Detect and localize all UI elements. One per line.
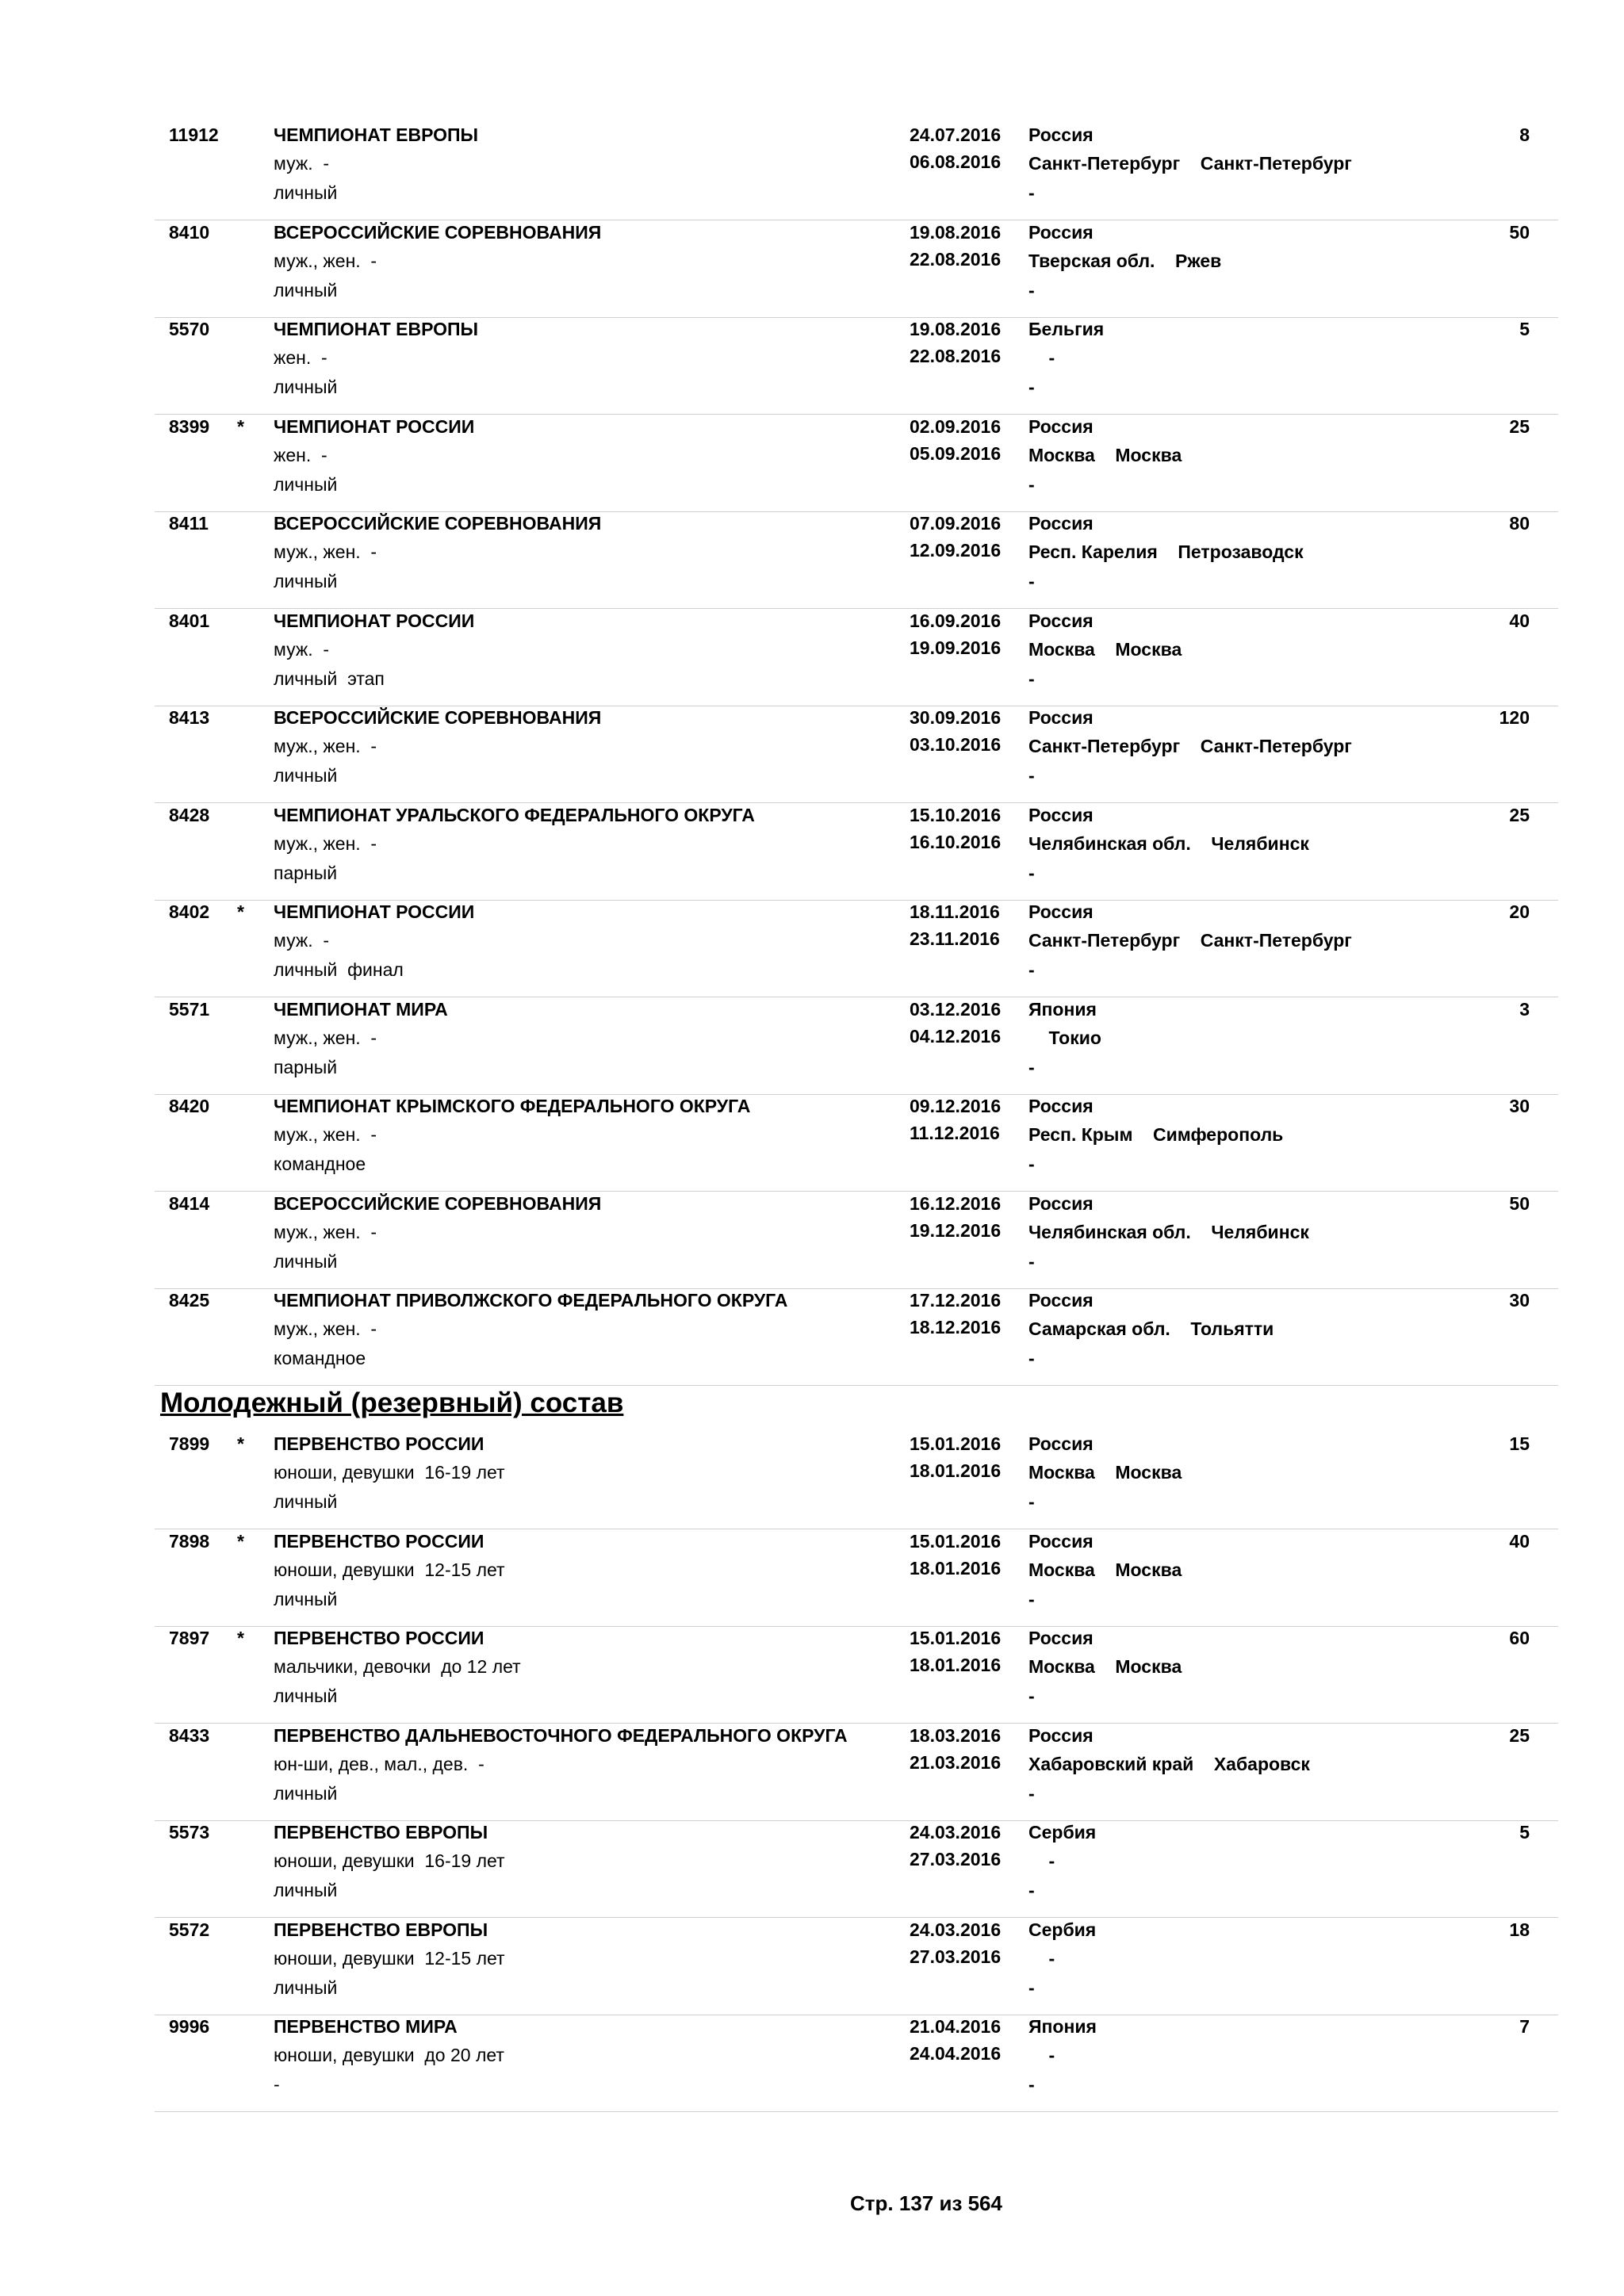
end-date: 18.01.2016: [910, 1557, 1002, 1578]
competition-record: [155, 512, 1558, 609]
record-id: 8402: [169, 901, 210, 922]
start-date: 09.12.2016: [910, 1096, 1002, 1116]
end-date: 05.09.2016: [910, 442, 1002, 464]
record-id: 5571: [169, 998, 210, 1020]
venue: -: [1028, 668, 1035, 689]
competition-name: ЧЕМПИОНАТ РОССИИ: [274, 610, 475, 631]
start-date: 15.01.2016: [910, 1628, 1002, 1648]
venue: -: [1028, 279, 1035, 300]
competition-format: личный: [274, 1976, 338, 1998]
location: Челябинская обл. Челябинск: [1028, 1221, 1309, 1242]
competition-record: [155, 2015, 1558, 2112]
participant-count: 5: [1519, 319, 1530, 339]
country: Сербия: [1028, 1822, 1097, 1843]
competition-format: личный: [274, 1491, 338, 1512]
location: Москва Москва: [1028, 1656, 1182, 1677]
country: Россия: [1028, 1530, 1094, 1552]
participants: муж. -: [274, 930, 330, 951]
start-date: 19.08.2016: [910, 319, 1002, 339]
competition-name: ЧЕМПИОНАТ МИРА: [274, 998, 448, 1020]
end-date: 19.09.2016: [910, 637, 1002, 658]
venue: -: [1028, 1976, 1035, 1998]
participant-count: 18: [1509, 1919, 1530, 1940]
venue: -: [1028, 182, 1035, 203]
competition-record: [155, 124, 1558, 220]
competition-record: [155, 1821, 1558, 1918]
start-date: 30.09.2016: [910, 707, 1002, 728]
end-date: 23.11.2016: [910, 928, 1000, 949]
row-divider: [155, 2111, 1558, 2112]
start-date: 16.12.2016: [910, 1192, 1002, 1214]
competition-record: [155, 318, 1558, 415]
location: -: [1028, 2045, 1055, 2065]
country: Россия: [1028, 901, 1094, 922]
location: Токио: [1028, 1027, 1101, 1048]
competition-name: ЧЕМПИОНАТ РОССИИ: [274, 901, 475, 922]
start-date: 21.04.2016: [910, 2016, 1002, 2037]
participants: юноши, девушки 12-15 лет: [274, 1947, 505, 1969]
record-id: 8411: [169, 513, 209, 534]
participants: юноши, девушки 16-19 лет: [274, 1462, 505, 1483]
participant-count: 25: [1509, 804, 1530, 825]
participants: юноши, девушки 16-19 лет: [274, 1850, 505, 1871]
participant-count: 30: [1509, 1290, 1530, 1311]
location: Москва Москва: [1028, 1462, 1182, 1483]
end-date: 24.04.2016: [910, 2043, 1002, 2064]
country: Россия: [1028, 707, 1094, 728]
competition-name: ПЕРВЕНСТВО ЕВРОПЫ: [274, 1822, 488, 1843]
competition-name: ЧЕМПИОНАТ ПРИВОЛЖСКОГО ФЕДЕРАЛЬНОГО ОКРУГА: [274, 1290, 788, 1311]
competition-format: личный: [274, 473, 338, 495]
country: Россия: [1028, 221, 1094, 243]
participant-count: 30: [1509, 1096, 1530, 1116]
competition-format: личный: [274, 182, 338, 203]
record-id: 8401: [169, 610, 210, 631]
country: Россия: [1028, 1192, 1094, 1214]
location: Санкт-Петербург Санкт-Петербург: [1028, 930, 1352, 951]
participants: муж. -: [274, 638, 330, 660]
participant-count: 120: [1499, 707, 1530, 728]
participant-count: 60: [1509, 1628, 1530, 1648]
competition-record: [155, 706, 1558, 803]
venue: -: [1028, 377, 1035, 397]
participant-count: 15: [1509, 1433, 1530, 1454]
competition-record: [155, 1433, 1558, 1529]
competition-name: ПЕРВЕНСТВО ЕВРОПЫ: [274, 1919, 488, 1940]
location: Самарская обл. Тольятти: [1028, 1318, 1274, 1339]
competition-format: личный: [274, 279, 338, 300]
record-id: 8420: [169, 1096, 210, 1116]
record-id: 8425: [169, 1290, 210, 1311]
venue: -: [1028, 2074, 1035, 2095]
competition-name: ЧЕМПИОНАТ ЕВРОПЫ: [274, 319, 479, 339]
competition-record: [155, 1627, 1558, 1724]
location: -: [1028, 1850, 1055, 1871]
participants: юноши, девушки 12-15 лет: [274, 1559, 505, 1580]
end-date: 18.12.2016: [910, 1317, 1002, 1337]
record-id: 8414: [169, 1192, 210, 1214]
venue: -: [1028, 1348, 1035, 1368]
competition-name: ПЕРВЕНСТВО РОССИИ: [274, 1530, 485, 1552]
participant-count: 40: [1509, 1530, 1530, 1552]
start-date: 15.01.2016: [910, 1530, 1002, 1552]
location: -: [1028, 347, 1055, 368]
priority-marker: *: [237, 1433, 244, 1454]
participant-count: 40: [1509, 610, 1530, 631]
competition-format: личный: [274, 1686, 338, 1706]
competition-format: командное: [274, 1348, 366, 1368]
record-id: 7899: [169, 1433, 210, 1454]
country: Сербия: [1028, 1919, 1097, 1940]
country: Россия: [1028, 1724, 1094, 1746]
start-date: 18.11.2016: [910, 901, 1000, 922]
competition-format: личный: [274, 765, 338, 786]
competition-name: ПЕРВЕНСТВО ДАЛЬНЕВОСТОЧНОГО ФЕДЕРАЛЬНОГО ОКРУГА: [274, 1724, 848, 1746]
end-date: 16.10.2016: [910, 831, 1002, 852]
venue: -: [1028, 1056, 1035, 1077]
location: Респ. Крым Симферополь: [1028, 1124, 1284, 1145]
competition-name: ПЕРВЕНСТВО РОССИИ: [274, 1628, 485, 1648]
country: Россия: [1028, 124, 1094, 145]
end-date: 06.08.2016: [910, 151, 1002, 172]
participants: юн-ши, дев., мал., дев. -: [274, 1753, 485, 1774]
country: Япония: [1028, 998, 1097, 1020]
participant-count: 25: [1509, 1724, 1530, 1746]
competition-name: ЧЕМПИОНАТ ЕВРОПЫ: [274, 124, 479, 145]
competition-record: [155, 1289, 1558, 1386]
participants: муж., жен. -: [274, 250, 377, 271]
participant-count: 20: [1509, 901, 1530, 922]
start-date: 03.12.2016: [910, 998, 1002, 1020]
end-date: 04.12.2016: [910, 1025, 1002, 1047]
venue: -: [1028, 1491, 1035, 1512]
record-id: 5570: [169, 319, 210, 339]
end-date: 03.10.2016: [910, 734, 1002, 755]
participants: жен. -: [274, 444, 327, 465]
participant-count: 80: [1509, 513, 1530, 534]
record-id: 5572: [169, 1919, 210, 1940]
participants: муж., жен. -: [274, 1027, 377, 1048]
record-id: 8433: [169, 1724, 210, 1746]
priority-marker: *: [237, 415, 244, 437]
section-title: Молодежный (резервный) состав: [160, 1387, 624, 1418]
venue: -: [1028, 1154, 1035, 1174]
country: Россия: [1028, 1096, 1094, 1116]
row-divider: [155, 1385, 1558, 1386]
record-id: 7897: [169, 1628, 210, 1648]
location: Тверская обл. Ржев: [1028, 250, 1222, 271]
competition-name: ЧЕМПИОНАТ РОССИИ: [274, 415, 475, 437]
start-date: 19.08.2016: [910, 221, 1002, 243]
competition-format: личный: [274, 571, 338, 591]
competition-format: личный: [274, 1250, 338, 1272]
participants: муж., жен. -: [274, 1318, 377, 1339]
competition-record: [155, 1192, 1558, 1289]
location: Москва Москва: [1028, 1559, 1182, 1580]
start-date: 24.03.2016: [910, 1822, 1002, 1843]
competition-record: [155, 1095, 1558, 1192]
record-id: 8428: [169, 804, 210, 825]
venue: -: [1028, 473, 1035, 495]
competition-record: [155, 221, 1558, 318]
venue: -: [1028, 862, 1035, 883]
record-id: 5573: [169, 1822, 210, 1843]
venue: -: [1028, 959, 1035, 980]
competition-format: командное: [274, 1154, 366, 1174]
end-date: 11.12.2016: [910, 1123, 1000, 1143]
participant-count: 7: [1519, 2016, 1530, 2037]
competition-format: личный этап: [274, 668, 385, 689]
page-number: Стр. 137 из 564: [850, 2191, 1002, 2215]
location: Респ. Карелия Петрозаводск: [1028, 541, 1304, 562]
participants: муж., жен. -: [274, 1124, 377, 1145]
country: Россия: [1028, 1433, 1094, 1454]
end-date: 27.03.2016: [910, 1849, 1002, 1869]
start-date: 24.07.2016: [910, 124, 1002, 145]
competition-record: [155, 610, 1558, 706]
participants: мальчики, девочки до 12 лет: [274, 1656, 521, 1677]
competition-format: личный: [274, 377, 338, 397]
venue: -: [1028, 765, 1035, 786]
end-date: 27.03.2016: [910, 1946, 1002, 1967]
competition-name: ЧЕМПИОНАТ УРАЛЬСКОГО ФЕДЕРАЛЬНОГО ОКРУГА: [274, 804, 755, 825]
end-date: 12.09.2016: [910, 540, 1002, 561]
country: Япония: [1028, 2016, 1097, 2037]
country: Россия: [1028, 804, 1094, 825]
participant-count: 50: [1509, 1192, 1530, 1214]
participant-count: 25: [1509, 415, 1530, 437]
location: Хабаровский край Хабаровск: [1028, 1753, 1310, 1774]
participant-count: 3: [1519, 998, 1530, 1020]
competition-format: личный: [274, 1588, 338, 1609]
venue: -: [1028, 1250, 1035, 1272]
competition-format: личный финал: [274, 959, 404, 980]
record-id: 11912: [169, 124, 219, 145]
location: -: [1028, 1947, 1055, 1969]
record-id: 7898: [169, 1530, 210, 1552]
country: Россия: [1028, 610, 1094, 631]
location: Москва Москва: [1028, 638, 1182, 660]
competition-name: ВСЕРОССИЙСКИЕ СОРЕВНОВАНИЯ: [274, 707, 602, 728]
priority-marker: *: [237, 1530, 244, 1552]
competition-record: [155, 1530, 1558, 1627]
end-date: 18.01.2016: [910, 1460, 1002, 1481]
venue: -: [1028, 1588, 1035, 1609]
location: Санкт-Петербург Санкт-Петербург: [1028, 153, 1352, 174]
competition-name: ПЕРВЕНСТВО РОССИИ: [274, 1433, 485, 1454]
competition-record: [155, 901, 1558, 997]
participants: муж., жен. -: [274, 832, 377, 854]
competition-format: личный: [274, 1880, 338, 1900]
competition-record: [155, 1724, 1558, 1821]
participants: муж., жен. -: [274, 541, 377, 562]
competition-name: ВСЕРОССИЙСКИЕ СОРЕВНОВАНИЯ: [274, 221, 602, 243]
end-date: 22.08.2016: [910, 346, 1002, 366]
competition-name: ПЕРВЕНСТВО МИРА: [274, 2016, 458, 2037]
competition-name: ЧЕМПИОНАТ КРЫМСКОГО ФЕДЕРАЛЬНОГО ОКРУГА: [274, 1096, 751, 1116]
competition-record: [155, 1919, 1558, 2015]
end-date: 19.12.2016: [910, 1219, 1002, 1241]
competition-record: [155, 804, 1558, 901]
participant-count: 8: [1519, 124, 1530, 145]
start-date: 17.12.2016: [910, 1290, 1002, 1311]
participants: жен. -: [274, 347, 327, 368]
country: Бельгия: [1028, 319, 1105, 339]
competition-format: парный: [274, 1056, 338, 1077]
start-date: 24.03.2016: [910, 1919, 1002, 1940]
priority-marker: *: [237, 1628, 244, 1648]
competition-format: -: [274, 2074, 280, 2095]
venue: -: [1028, 571, 1035, 591]
competition-record: [155, 415, 1558, 512]
country: Россия: [1028, 513, 1094, 534]
participants: муж. -: [274, 153, 330, 174]
priority-marker: *: [237, 901, 244, 922]
start-date: 15.10.2016: [910, 804, 1002, 825]
location: Челябинская обл. Челябинск: [1028, 832, 1309, 854]
location: Санкт-Петербург Санкт-Петербург: [1028, 736, 1352, 756]
competition-name: ВСЕРОССИЙСКИЕ СОРЕВНОВАНИЯ: [274, 1192, 602, 1214]
venue: -: [1028, 1782, 1035, 1804]
location: Москва Москва: [1028, 444, 1182, 465]
record-id: 8410: [169, 221, 210, 243]
end-date: 18.01.2016: [910, 1655, 1002, 1675]
country: Россия: [1028, 1628, 1094, 1648]
country: Россия: [1028, 1290, 1094, 1311]
record-id: 8413: [169, 707, 210, 728]
competition-name: ВСЕРОССИЙСКИЕ СОРЕВНОВАНИЯ: [274, 513, 602, 534]
competition-record: [155, 998, 1558, 1095]
participants: муж., жен. -: [274, 1221, 377, 1242]
country: Россия: [1028, 415, 1094, 437]
competition-format: личный: [274, 1782, 338, 1804]
start-date: 02.09.2016: [910, 415, 1002, 437]
end-date: 21.03.2016: [910, 1751, 1002, 1773]
start-date: 15.01.2016: [910, 1433, 1002, 1454]
participants: муж., жен. -: [274, 736, 377, 756]
record-id: 9996: [169, 2016, 210, 2037]
venue: -: [1028, 1880, 1035, 1900]
competition-format: парный: [274, 862, 338, 883]
end-date: 22.08.2016: [910, 248, 1002, 270]
participants: юноши, девушки до 20 лет: [274, 2045, 504, 2065]
participant-count: 50: [1509, 221, 1530, 243]
participant-count: 5: [1519, 1822, 1530, 1843]
record-id: 8399: [169, 415, 210, 437]
start-date: 07.09.2016: [910, 513, 1002, 534]
start-date: 16.09.2016: [910, 610, 1002, 631]
start-date: 18.03.2016: [910, 1724, 1002, 1746]
venue: -: [1028, 1686, 1035, 1706]
